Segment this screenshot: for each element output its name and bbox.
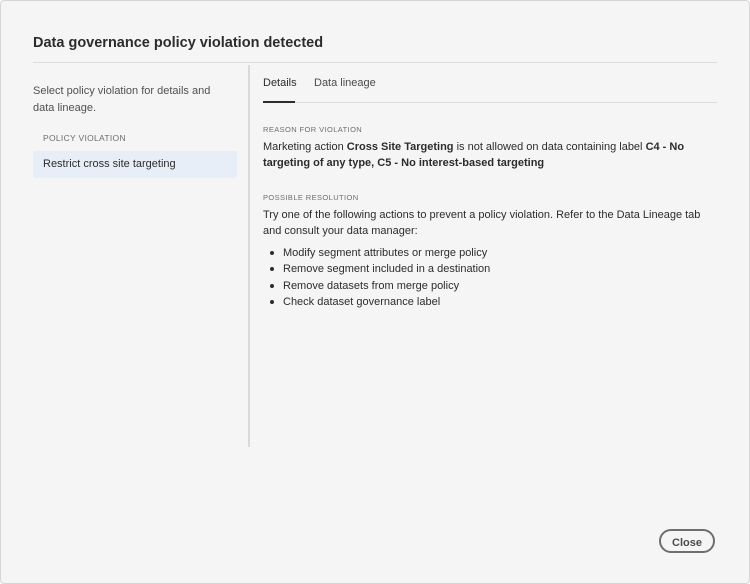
- reason-text: [263, 139, 719, 171]
- list-item: [263, 294, 719, 310]
- reason-label: REASON FOR VIOLATION: [263, 125, 363, 134]
- bullet-icon: [270, 251, 274, 255]
- list-item-text: Modify segment attributes or merge policy: [283, 247, 488, 259]
- details-panel: [263, 125, 719, 311]
- list-item: [263, 261, 719, 277]
- violation-item-restrict-cross-site-targeting[interactable]: [33, 151, 237, 178]
- list-item: [263, 278, 719, 294]
- tabs-baseline: [263, 102, 717, 103]
- left-pane-intro: Select policy violation for details and data lineage.: [33, 85, 211, 114]
- bullet-icon: [270, 267, 274, 271]
- violated-labels: C4 - No targeting of any type, C5 - No interest-based targeting: [263, 141, 685, 169]
- bullet-icon: [270, 300, 274, 304]
- selected-tab-indicator: [263, 101, 295, 103]
- dialog-title: Data governance policy violation detected: [33, 35, 324, 51]
- resolution-text: Try one of the following actions to prevent a policy violation. Refer to the Data Lineage tab and consult your data manager:: [263, 209, 701, 237]
- policy-violation-label: POLICY VIOLATION: [43, 133, 126, 143]
- list-item: [263, 245, 719, 261]
- tab-details[interactable]: Details: [263, 77, 297, 89]
- list-item-text: Remove segment included in a destination: [283, 263, 491, 276]
- list-item-text: Check dataset governance label: [283, 296, 441, 309]
- resolution-list: [263, 245, 719, 311]
- resolution-section: [263, 193, 719, 311]
- tab-bar: [263, 63, 717, 103]
- pane-divider: [248, 65, 250, 447]
- bullet-icon: [270, 284, 274, 288]
- reason-text-part-1: Marketing action: [263, 141, 347, 153]
- list-item-text: Remove datasets from merge policy: [283, 279, 460, 292]
- marketing-action-name: Cross Site Targeting: [346, 141, 454, 153]
- tab-data-lineage[interactable]: Data lineage: [314, 77, 376, 89]
- close-button[interactable]: Close: [659, 529, 715, 553]
- violation-item-label: Restrict cross site targeting: [43, 158, 176, 170]
- reason-text-part-2: is not allowed on data containing label: [453, 141, 646, 153]
- resolution-label: POSSIBLE RESOLUTION: [263, 193, 359, 202]
